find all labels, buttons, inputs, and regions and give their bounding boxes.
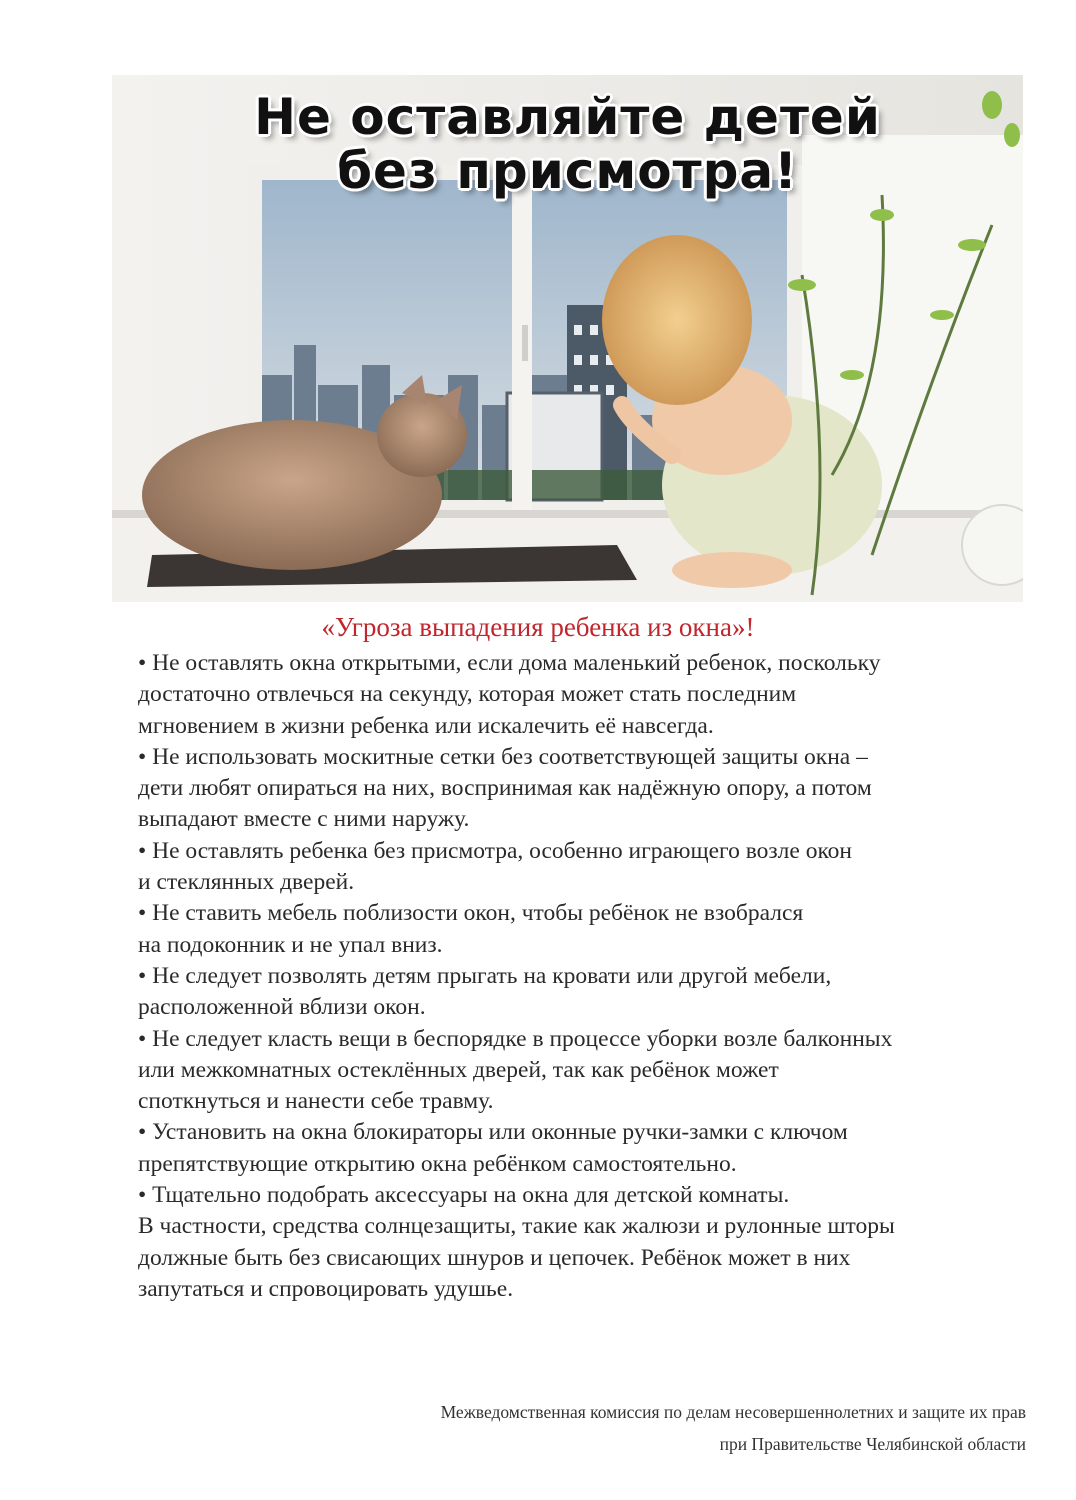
subtitle: «Угроза выпадения ребенка из окна»!	[321, 612, 755, 642]
advice-line: выпадают вместе с ними наружу.	[138, 806, 470, 833]
advice-line: • Тщательно подобрать аксессуары на окна для детской комнаты.	[138, 1182, 790, 1209]
headline-line-1: Не оставляйте детей	[254, 88, 881, 146]
advice-line: достаточно отвлечься на секунду, которая может стать последним	[138, 681, 797, 708]
advice-line: препятствующие открытию окна ребёнком самостоятельно.	[138, 1150, 737, 1177]
advice-line: должные быть без свисающих шнуров и цепочек. Ребёнок может в них	[138, 1244, 851, 1271]
issuer-footer	[441, 1396, 1026, 1460]
safety-advice-list	[138, 648, 1038, 1305]
advice-line: запутаться и спровоцировать удушье.	[138, 1275, 514, 1302]
advice-line: или межкомнатных остеклённых дверей, так как ребёнок может	[138, 1056, 779, 1083]
footer-line-2: при Правительстве Челябинской области	[719, 1434, 1026, 1454]
hero-photo	[112, 75, 1023, 602]
advice-line: споткнуться и нанести себе травму.	[138, 1088, 494, 1115]
advice-line: • Установить на окна блокираторы или оконные ручки-замки с ключом	[138, 1119, 848, 1146]
headline-line-2: без присмотра!	[337, 142, 798, 200]
advice-line: дети любят опираться на них, воспринимая как надёжную опору, а потом	[138, 775, 872, 802]
footer-line-1: Межведомственная комиссия по делам несовершеннолетних и защите их прав	[440, 1402, 1026, 1422]
advice-line: • Не следует класть вещи в беспорядке в процессе уборки возле балконных	[138, 1025, 893, 1052]
advice-line: мгновением в жизни ребенка или искалечить её навсегда.	[138, 712, 714, 739]
advice-line: • Не оставлять окна открытыми, если дома маленький ребенок, поскольку	[138, 650, 881, 676]
advice-line: • Не оставлять ребенка без присмотра, особенно играющего возле окон	[138, 837, 852, 864]
advice-line: на подоконник и не упал вниз.	[138, 931, 443, 958]
advice-line: • Не следует позволять детям прыгать на кровати или другой мебели,	[138, 962, 832, 989]
advice-line: • Не ставить мебель поблизости окон, чтобы ребёнок не взобрался	[138, 900, 804, 927]
advice-line: В частности, средства солнцезащиты, такие как жалюзи и рулонные шторы	[138, 1213, 895, 1240]
advice-line: • Не использовать москитные сетки без соответствующей защиты окна –	[138, 743, 868, 770]
advice-line: и стеклянных дверей.	[138, 869, 355, 896]
advice-line: расположенной вблизи окон.	[138, 994, 426, 1021]
